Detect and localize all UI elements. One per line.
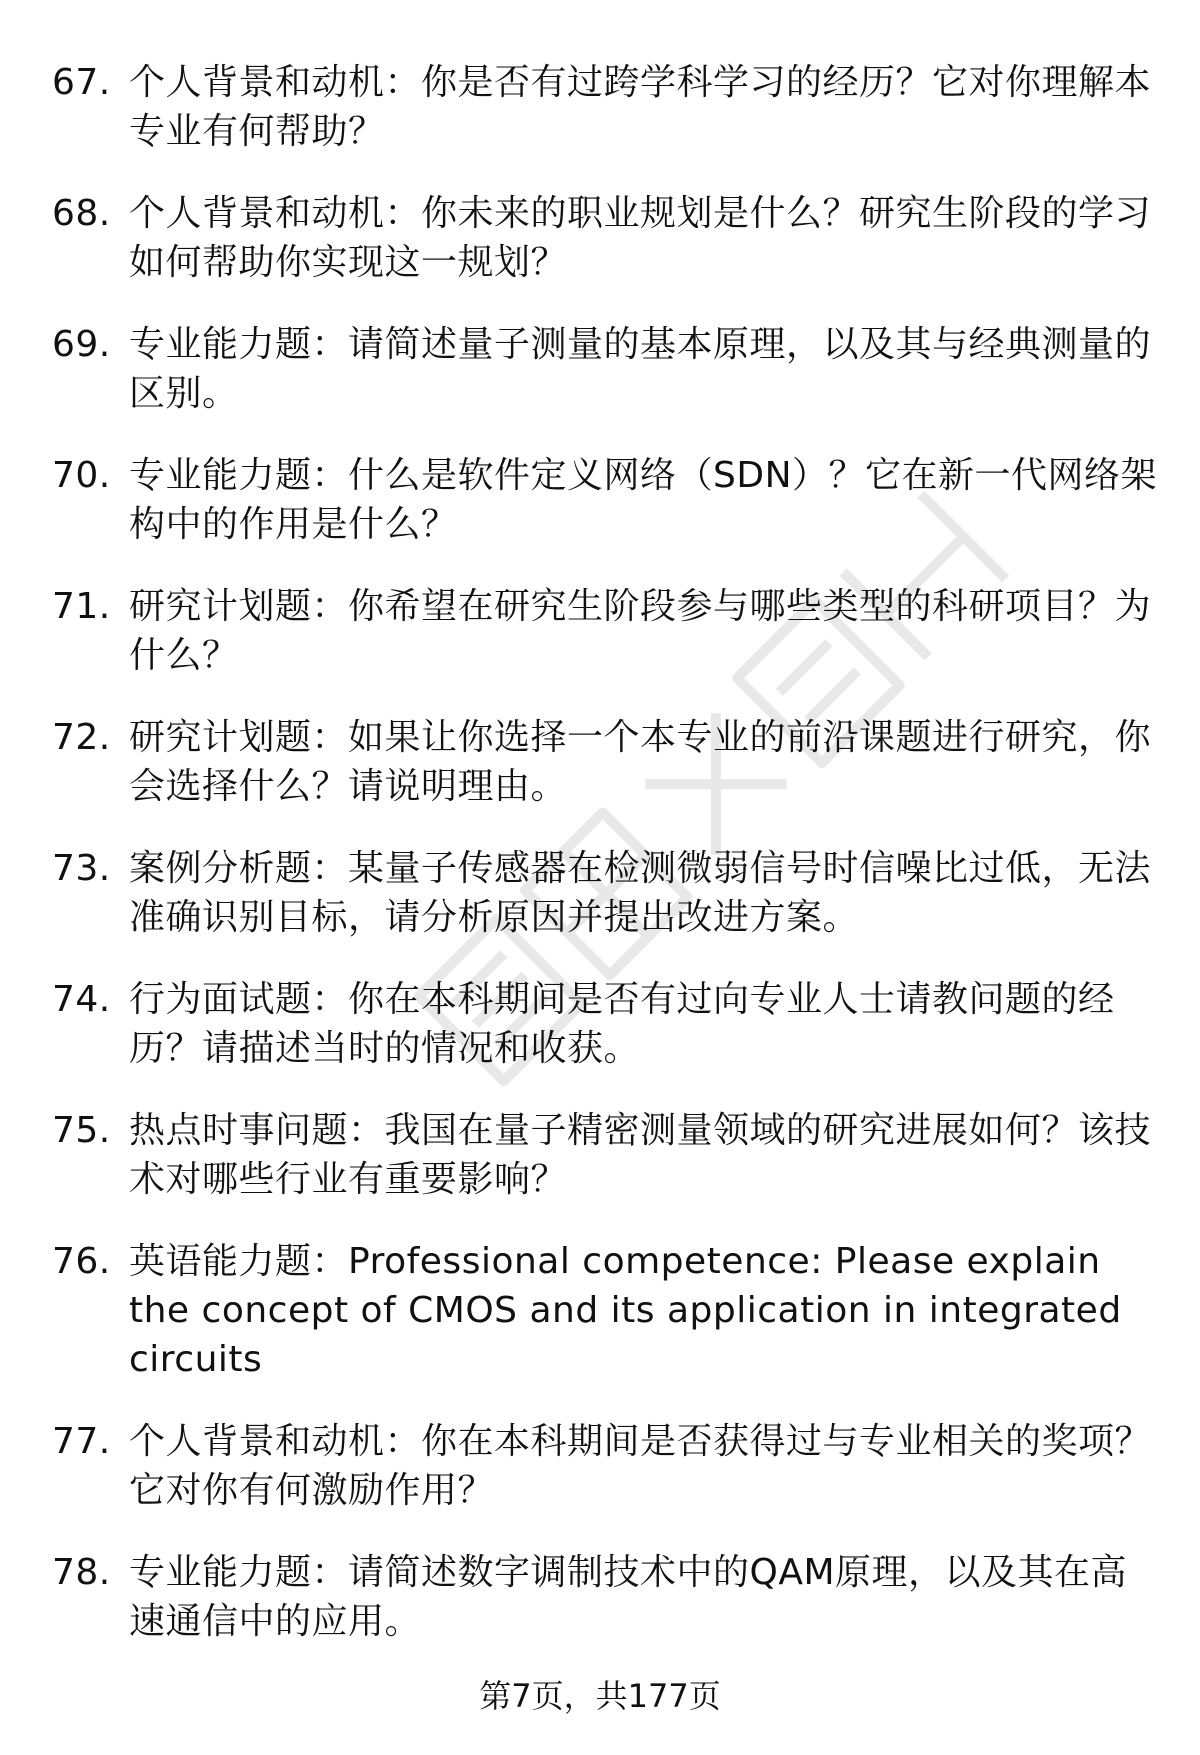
question-item	[52, 1237, 1162, 1384]
question-number: 69.	[52, 324, 111, 365]
question-item	[52, 844, 1162, 942]
question-item	[52, 713, 1162, 811]
question-number: 76.	[52, 1241, 111, 1282]
question-number: 71.	[52, 586, 111, 627]
question-item	[52, 1106, 1162, 1204]
question-item	[52, 1548, 1162, 1646]
question-number: 77.	[52, 1421, 111, 1462]
question-item	[52, 975, 1162, 1073]
question-item	[52, 451, 1162, 549]
question-list	[52, 58, 1162, 1679]
question-number: 78.	[52, 1552, 111, 1593]
question-item	[52, 58, 1162, 156]
question-text: 专业能力题：什么是软件定义网络（SDN）？它在新一代网络架构中的作用是什么？	[129, 455, 1158, 545]
question-number: 68.	[52, 193, 111, 234]
question-text: 案例分析题：某量子传感器在检测微弱信号时信噪比过低，无法准确识别目标，请分析原因并提出改进方案。	[129, 848, 1152, 938]
question-text: 英语能力题：Professional competence: Please explain the concept of CMOS and its application in integrated circuits	[129, 1241, 1122, 1380]
question-number: 67.	[52, 62, 111, 103]
question-text: 专业能力题：请简述数字调制技术中的QAM原理，以及其在高速通信中的应用。	[129, 1552, 1128, 1642]
question-text: 研究计划题：你希望在研究生阶段参与哪些类型的科研项目？为什么？	[129, 586, 1152, 676]
question-number: 75.	[52, 1110, 111, 1151]
page-footer: 第7页，共177页	[479, 1677, 721, 1715]
question-number: 72.	[52, 717, 111, 758]
question-text: 热点时事问题：我国在量子精密测量领域的研究进展如何？该技术对哪些行业有重要影响？	[129, 1110, 1152, 1200]
question-item	[52, 189, 1162, 287]
question-item	[52, 582, 1162, 680]
question-text: 专业能力题：请简述量子测量的基本原理，以及其与经典测量的区别。	[129, 324, 1152, 414]
question-text: 研究计划题：如果让你选择一个本专业的前沿课题进行研究，你会选择什么？请说明理由。	[129, 717, 1152, 807]
question-number: 74.	[52, 979, 111, 1020]
question-text: 个人背景和动机：你未来的职业规划是什么？研究生阶段的学习如何帮助你实现这一规划？	[129, 193, 1152, 283]
question-text: 行为面试题：你在本科期间是否有过向专业人士请教问题的经历？请描述当时的情况和收获。	[129, 979, 1115, 1069]
question-number: 73.	[52, 848, 111, 889]
question-item	[52, 1417, 1162, 1515]
question-number: 70.	[52, 455, 111, 496]
question-text: 个人背景和动机：你是否有过跨学科学习的经历？它对你理解本专业有何帮助？	[129, 62, 1152, 152]
question-text: 个人背景和动机：你在本科期间是否获得过与专业相关的奖项？它对你有何激励作用？	[129, 1421, 1152, 1511]
question-item	[52, 320, 1162, 418]
